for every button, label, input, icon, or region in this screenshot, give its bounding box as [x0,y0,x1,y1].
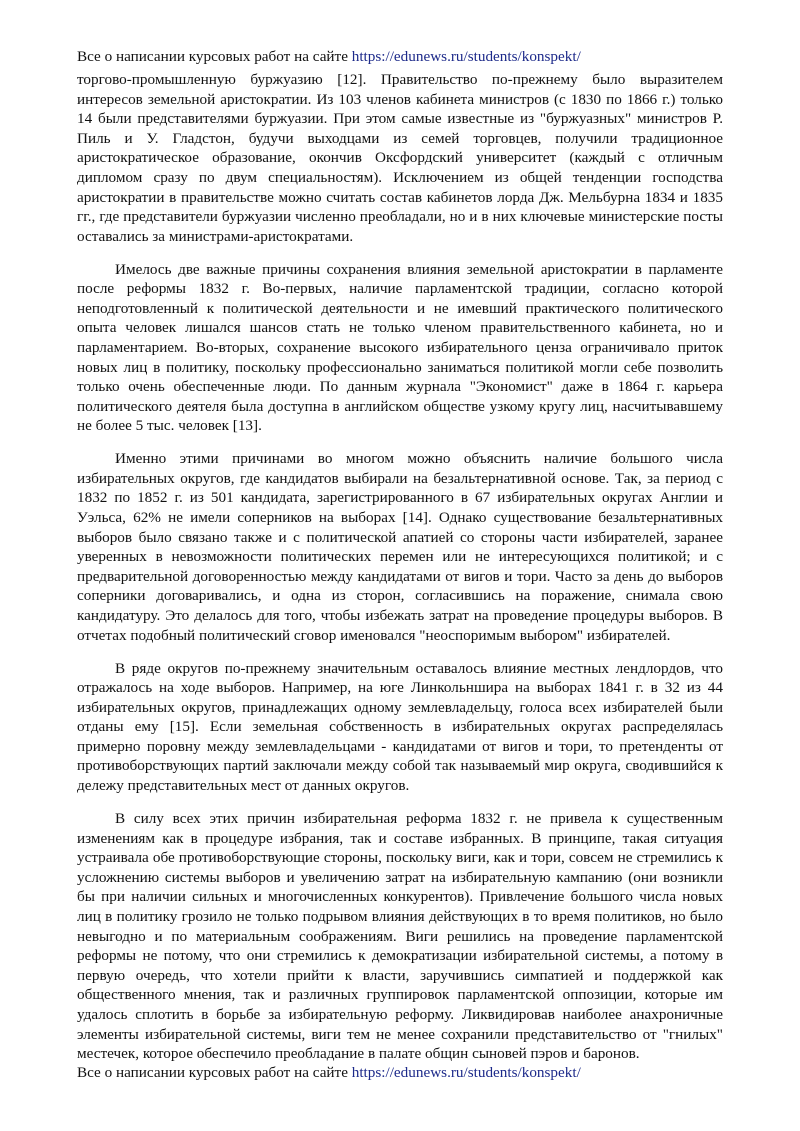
page-header [77,47,727,66]
header-text: Все о написании курсовых работ на сайте [77,48,348,65]
paragraph-1: торгово-промышленную буржуазию [12]. Правительство по-прежнему было выразителем интересов земельной аристократии. Из 103 членов кабинета министров (с 1830 по 1866 г.) только 14 были представителями буржуазии. При этом самые известные из "буржуазных" министров Р. Пиль и У. Гладстон, будучи выходцами из семей торговцев, получили традиционное аристократическое образование, окончив Оксфордский университет (каждый с отличным дипломом сразу по двум специальностям). Исключением из общей тенденции господства аристократии в правительстве можно считать состав кабинетов лорда Дж. Мельбурна 1834 и 1835 гг., где представители буржуазии численно преобладали, но и в них ключевые министерские посты оставались за министрами-аристократами. [77,71,723,245]
paragraph-5: В силу всех этих причин избирательная реформа 1832 г. не привела к существенным изменениям как в процедуре избрания, так и составе избранных. В принципе, такая ситуация устраивала обе противоборствующие стороны, поскольку виги, как и тори, совсем не стремились к усложнению системы выборов и увеличению затрат на избирательную кампанию (они возникли бы при наличии сильных и многочисленных конкурентов). Привлечение большого числа новых лиц в политику грозило не только подрывом влияния действующих в то время политиков, но было невыгодно и по материальным соображениям. Виги решились на проведение парламентской реформы не потому, что они стремились к демократизации избирательной системы, а потому в первую очередь, что хотели прийти к власти, заручившись симпатией и поддержкой как общественного мнения, так и различных группировок парламентской оппозиции, которые им удалось сплотить в борьбе за избирательную реформу. Ликвидировав наиболее анахроничные элементы избирательной системы, виги тем не менее сохранили представительство от "гнилых" местечек, которое обеспечило преобладание в палате общин сыновей пэров и баронов. [77,809,723,1063]
paragraph-3: Именно этими причинами во многом можно объяснить наличие большого числа избирательных округов, где кандидатов выбирали на безальтернативной основе. Так, за период с 1832 по 1852 г. из 501 кандидата, зарегистрированного в 67 избирательных округах Англии и Уэльса, 62% не имели соперников на выборах [14]. Однако существование безальтернативных выборов было связано также и с политической апатией со стороны части избирателей, заранее уверенных в невозможности политических перемен или не интересующихся политикой; и с предварительной договоренностью между кандидатами от вигов и тори. Часто за день до выборов соперники договаривались, и одна из сторон, согласившись на поражение, снимала свою кандидатуру. Это делалось для того, чтобы избежать затрат на проведение процедуры выборов. В отчетах подобный политический сговор именовался "неоспоримым выбором" избирателей. [77,450,723,644]
footer-link[interactable]: https://edunews.ru/students/konspekt/ [351,1064,581,1081]
header-link[interactable]: https://edunews.ru/students/konspekt/ [351,48,581,65]
page-footer [77,1063,727,1082]
paragraph-2: Имелось две важные причины сохранения влияния земельной аристократии в парламенте после реформы 1832 г. Во-первых, наличие парламентской традиции, согласно которой неподготовленный к политической деятельности и не имевший практического политического опыта человек лишался шансов стать не только членом правительственного кабинета, но и парламентарием. Во-вторых, сохранение высокого избирательного ценза ограничивало приток новых лиц в политику, поскольку профессионально заниматься политикой могли себе позволить только очень обеспеченные люди. По данным журнала "Экономист" даже в 1864 г. карьера политического деятеля была доступна в английском обществе узкому кругу лиц, насчитывавшему не более 5 тыс. человек [13]. [77,260,723,435]
footer-text: Все о написании курсовых работ на сайте [77,1064,348,1081]
paragraph-4: В ряде округов по-прежнему значительным оставалось влияние местных лендлордов, что отражалось на ходе выборов. Например, на юге Линкольншира на выборах 1841 г. в 32 из 44 избирательных округов, принадлежащих одному землевладельцу, голоса всех избирателей были отданы ему [15]. Если земельная собственность в избирательных округах распределялась примерно поровну между землевладельцами - кандидатами от вигов и тори, то претенденты от противоборствующих партий заключали между собой так называемый мир округа, сводившийся к дележу представительных мест от данных округов. [77,659,723,795]
document-body [77,70,723,1077]
